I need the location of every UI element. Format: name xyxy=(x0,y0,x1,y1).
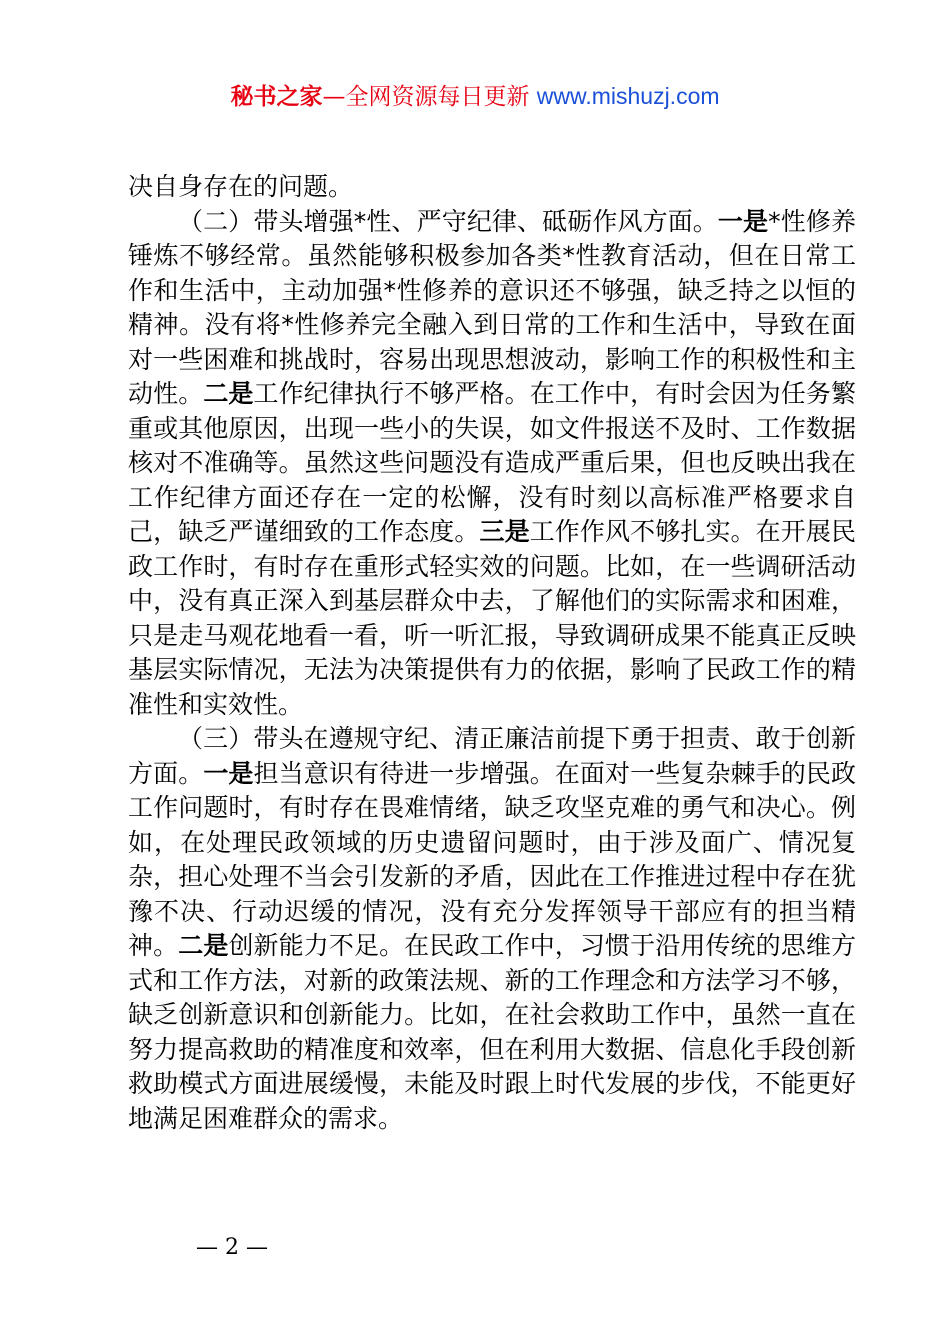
paragraph-continuation xyxy=(128,170,856,205)
text-run: 工作纪律执行不够严格。在工作中，有时会因为任务繁重或其他原因，出现一些小的失误，如文件报送不及时、工作数据核对不准确等。虽然这些问题没有造成严重后果，但也反映出我在工作纪律方面还存在一定的松懈，没有时刻以高标准严格要求自己，缺乏严谨细致的工作态度。 xyxy=(128,379,856,546)
site-brand: 秘书之家 xyxy=(230,84,323,110)
paragraph-section-3 xyxy=(128,722,856,1136)
page-number: — 2 — xyxy=(196,1235,268,1260)
document-body xyxy=(128,170,856,1136)
text-run: 担当意识有待进一步增强。在面对一些复杂棘手的民政工作问题时，有时存在畏难情绪，缺乏攻坚克难的勇气和决心。例如，在处理民政领域的历史遗留问题时，由于涉及面广、情况复杂，担心处理不当会引发新的矛盾，因此在工作推进过程中存在犹豫不决、行动迟缓的情况，没有充分发挥领导干部应有的担当精神。 xyxy=(128,758,856,960)
section-heading: （三）带头在遵规守纪、清正廉洁前提下勇于担责、敢于创新方面。 xyxy=(128,724,856,788)
site-tagline: —全网资源每日更新 xyxy=(322,84,530,110)
text-run: 创新能力不足。在民政工作中，习惯于沿用传统的思维方式和工作方法，对新的政策法规、新的工作理念和方法学习不够，缺乏创新意识和创新能力。比如，在社会救助工作中，虽然一直在努力提高救助的精准度和效率，但在利用大数据、信息化手段创新救助模式方面进展缓慢，未能及时跟上时代发展的步伐，不能更好地满足困难群众的需求。 xyxy=(128,931,856,1133)
text-run: *性修养锤炼不够经常。虽然能够积极参加各类*性教育活动，但在日常工作和生活中，主动加强*性修养的意识还不够强，缺乏持之以恒的精神。没有将*性修养完全融入到日常的工作和生活中，导致在面对一些困难和挑战时，容易出现思想波动，影响工作的积极性和主动性。 xyxy=(128,206,856,408)
point-marker: 一是 xyxy=(717,206,769,236)
site-header xyxy=(0,78,950,115)
point-marker: 一是 xyxy=(203,758,254,788)
text-run: 工作作风不够扎实。在开展民政工作时，有时存在重形式轻实效的问题。比如，在一些调研活动中，没有真正深入到基层群众中去，了解他们的实际需求和困难，只是走马观花地看一看，听一听汇报，导致调研成果不能真正反映基层实际情况，无法为决策提供有力的依据，影响了民政工作的精准性和实效性。 xyxy=(128,517,856,719)
site-url-link[interactable]: www.mishuzj.com xyxy=(536,83,720,109)
section-heading: （二）带头增强*性、严守纪律、砥砺作风方面。 xyxy=(178,206,718,236)
paragraph-section-2 xyxy=(128,205,856,723)
point-marker: 二是 xyxy=(178,931,229,960)
text-run: 决自身存在的问题。 xyxy=(128,172,354,201)
point-marker: 二是 xyxy=(203,379,254,408)
point-marker: 三是 xyxy=(479,517,530,546)
